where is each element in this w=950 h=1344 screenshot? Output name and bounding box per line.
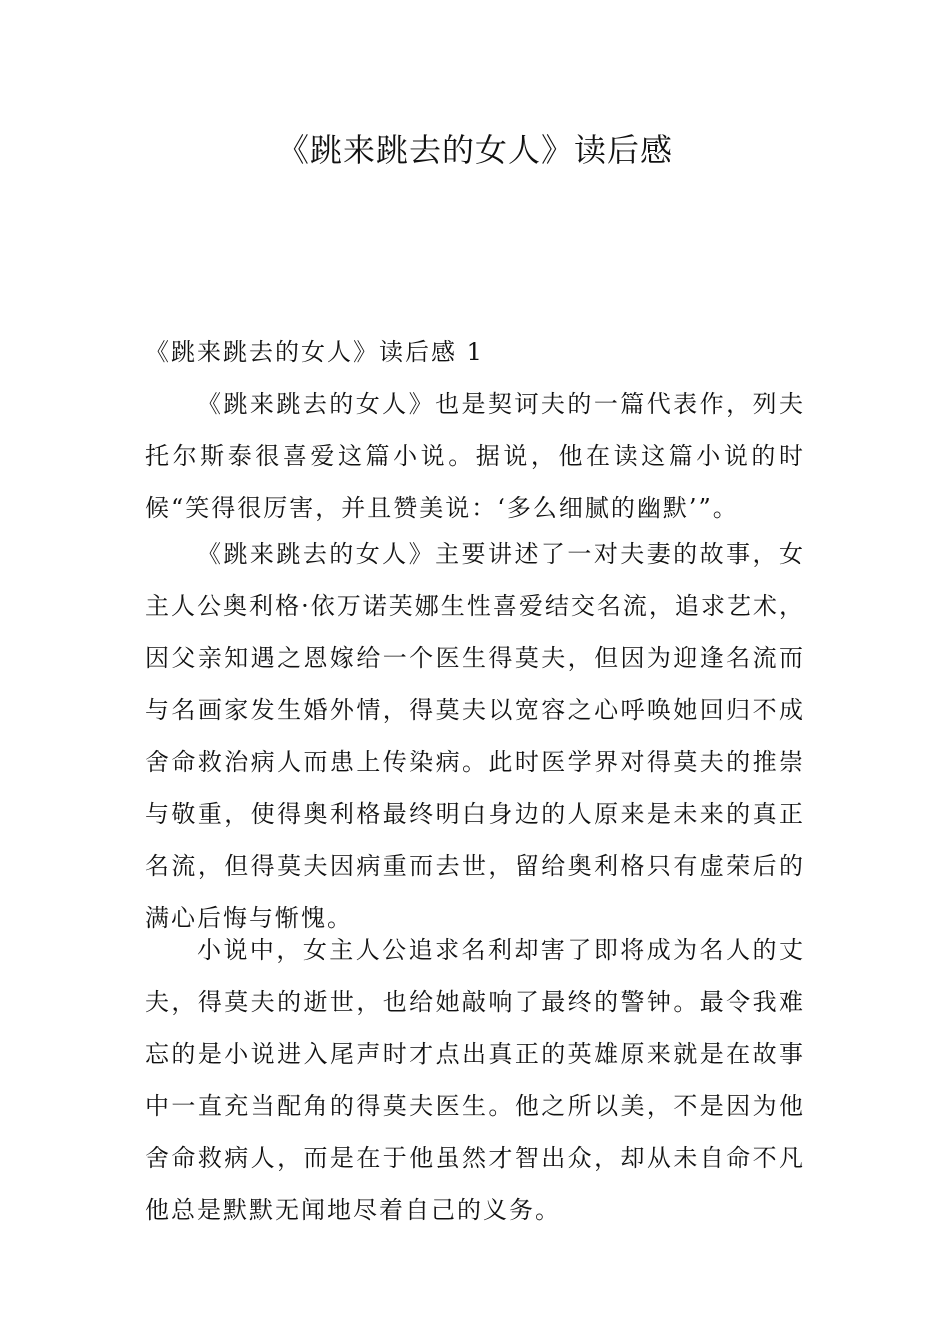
section-heading: 《跳来跳去的女人》读后感 1 <box>145 338 484 366</box>
document-title: 《跳来跳去的女人》读后感 <box>276 131 673 169</box>
paragraph-2: 《跳来跳去的女人》主要讲述了一对夫妻的故事，女主人公奥利格·依万诺芙娜生性喜爱结交名流，追求艺术，因父亲知遇之恩嫁给一个医生得莫夫，但因为迎逢名流而与名画家发生婚外情，得莫夫以宽容之心呼唤她回归不成舍命救治病人而患上传染病。此时医学界对得莫夫的推崇与敬重，使得奥利格最终明白身边的人原来是未来的真正名流，但得莫夫因病重而去世，留给奥利格只有虚荣后的满心后悔与惭愧。 <box>145 540 805 932</box>
paragraph-1: 《跳来跳去的女人》也是契诃夫的一篇代表作，列夫托尔斯泰很喜爱这篇小说。据说，他在读这篇小说的时候“笑得很厉害，并且赞美说：‘多么细腻的幽默’”。 <box>145 390 805 522</box>
paragraph-3: 小说中，女主人公追求名利却害了即将成为名人的丈夫，得莫夫的逝世，也给她敲响了最终的警钟。最令我难忘的是小说进入尾声时才点出真正的英雄原来就是在故事中一直充当配角的得莫夫医生。他之所以美，不是因为他舍命救病人，而是在于他虽然才智出众，却从未自命不凡他总是默默无闻地尽着自己的义务。 <box>145 936 805 1224</box>
